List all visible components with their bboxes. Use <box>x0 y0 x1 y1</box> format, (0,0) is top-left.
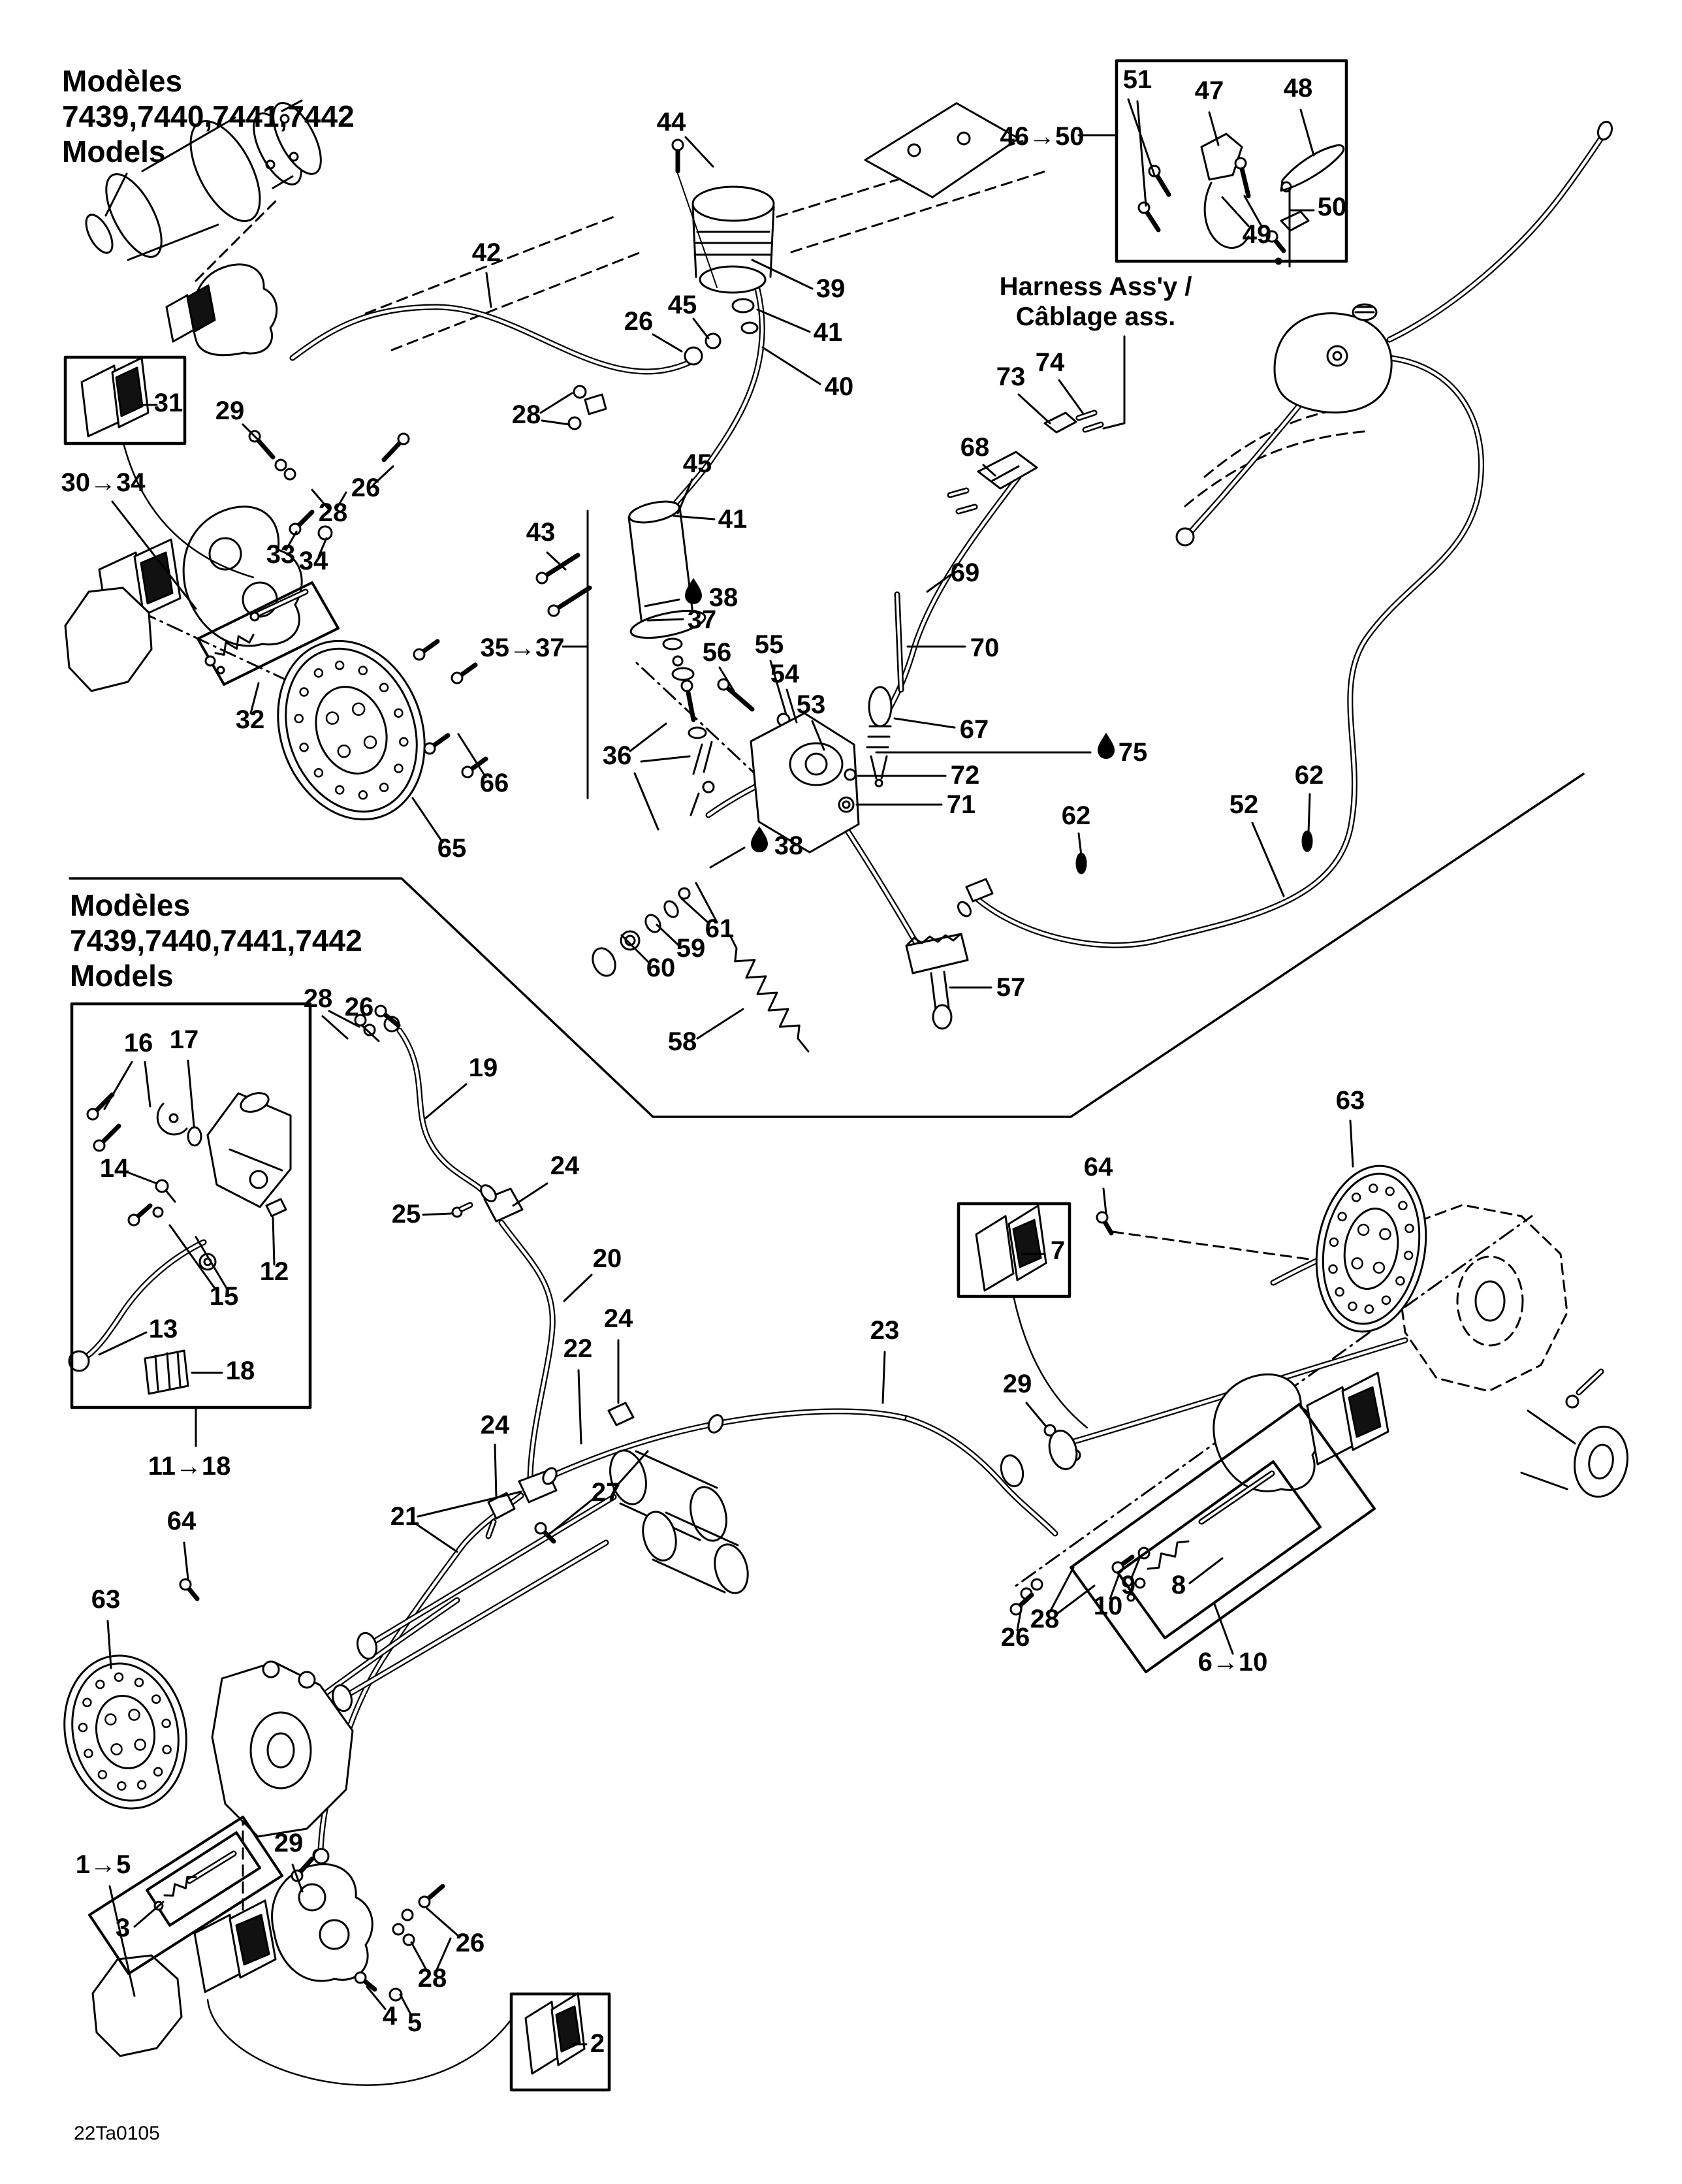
part-ellipse <box>693 187 774 221</box>
leader-line-24 <box>495 1445 496 1497</box>
callout-26: 26 <box>624 307 654 336</box>
hose-core <box>87 1242 204 1356</box>
part-ellipse <box>742 323 757 333</box>
part-ellipse <box>1476 1281 1504 1321</box>
part-ellipse <box>689 728 706 738</box>
part-circle <box>1566 1396 1578 1407</box>
leader-line-37 <box>648 619 683 620</box>
leader-line-52 <box>1252 823 1284 896</box>
callout-28: 28 <box>417 1964 447 1993</box>
callout-72: 72 <box>950 761 980 790</box>
part-ellipse <box>706 1413 725 1435</box>
bolt-shank <box>554 588 590 611</box>
callout-58: 58 <box>667 1027 697 1056</box>
part-line <box>693 745 702 774</box>
hose-core <box>1389 135 1604 340</box>
callout-45: 45 <box>667 291 697 319</box>
leader-line-64 <box>1103 1189 1106 1213</box>
callout-18: 18 <box>225 1357 255 1385</box>
part-ellipse <box>588 944 620 979</box>
bolt-head <box>682 681 692 691</box>
part-body <box>116 368 142 416</box>
callout-25: 25 <box>391 1200 421 1228</box>
leader-line-17 <box>188 1061 194 1126</box>
callout-28: 28 <box>318 498 348 527</box>
part-line <box>167 1191 175 1202</box>
diagram-title-bottom-line1: Modèles <box>70 888 191 922</box>
callout-26: 26 <box>351 474 381 502</box>
bolt-head <box>129 1215 139 1225</box>
part-body <box>1014 1298 1087 1428</box>
part-circle <box>574 386 586 398</box>
spring-part <box>735 948 799 1038</box>
hose-core <box>976 358 1482 945</box>
part-ellipse <box>188 1127 201 1146</box>
callout-60: 60 <box>646 954 676 982</box>
part-line <box>636 1451 717 1488</box>
part-circle <box>845 769 855 780</box>
part-circle <box>263 1662 279 1677</box>
callout-64: 64 <box>1083 1153 1113 1181</box>
callout-32: 32 <box>235 705 265 734</box>
callout-31: 31 <box>153 389 183 417</box>
callout-54: 54 <box>770 660 800 688</box>
callout-29: 29 <box>215 396 245 425</box>
rod-core <box>1579 1372 1601 1392</box>
hose-outline <box>885 477 1019 716</box>
leader-line-20 <box>564 1275 592 1301</box>
callout-13: 13 <box>148 1315 178 1343</box>
part-body <box>93 1955 182 2056</box>
part-circle <box>319 526 332 539</box>
leader-line-62 <box>1079 833 1081 856</box>
part-ellipse <box>933 1005 951 1029</box>
fluid-drop-icon <box>751 826 768 852</box>
bolt-head <box>537 573 547 583</box>
leader-line-51 <box>1137 101 1146 206</box>
callout-63: 63 <box>1335 1086 1365 1115</box>
leader-line-36 <box>641 756 690 762</box>
callout-27: 27 <box>591 1478 621 1507</box>
callout-23: 23 <box>870 1316 900 1345</box>
part-circle <box>153 1208 163 1217</box>
diagram-title-top-line3: Models <box>62 135 166 169</box>
callout-57: 57 <box>996 973 1026 1002</box>
callout-44: 44 <box>656 108 686 136</box>
bolt-head <box>180 1579 191 1590</box>
leader-line-64 <box>184 1543 188 1579</box>
fluid-drop-icon <box>1098 733 1115 759</box>
part-line <box>1521 1473 1567 1489</box>
callout-56: 56 <box>702 638 732 667</box>
leader-line-14 <box>129 1173 157 1183</box>
part-detail <box>1103 336 1124 428</box>
leader-line-28 <box>542 421 569 425</box>
callout-55: 55 <box>754 630 784 659</box>
callout-14: 14 <box>99 1154 129 1183</box>
part-circle <box>839 797 853 812</box>
hose-outline <box>1389 135 1604 340</box>
callout-69: 69 <box>950 558 980 587</box>
bolt-head <box>94 1140 104 1151</box>
leader-line-73 <box>1019 394 1050 423</box>
part-circle <box>156 1180 168 1192</box>
harness-assembly-label-line1: Harness Ass'y / <box>999 272 1192 301</box>
callout-47: 47 <box>1194 76 1224 105</box>
leader-line-24 <box>513 1183 547 1206</box>
leader-line-67 <box>895 718 955 728</box>
callout-24: 24 <box>480 1411 510 1439</box>
callout-11→18: 11→18 <box>148 1452 231 1481</box>
part-circle <box>276 460 286 470</box>
leader-line-44 <box>686 137 713 167</box>
callout-30→34: 30→34 <box>61 468 146 497</box>
callout-8: 8 <box>1171 1571 1186 1599</box>
part-body <box>609 1403 633 1425</box>
callout-46→50: 46→50 <box>1000 122 1085 151</box>
leader-line-41 <box>757 310 810 332</box>
callout-64: 64 <box>167 1507 197 1535</box>
callout-24: 24 <box>550 1151 580 1180</box>
callout-65: 65 <box>437 834 467 863</box>
part-body <box>1201 134 1242 180</box>
part-circle <box>703 782 714 792</box>
callout-75: 75 <box>1118 738 1148 767</box>
leader-line-28 <box>541 393 572 413</box>
leader-line-74 <box>1059 380 1083 413</box>
hose-core <box>1191 404 1301 532</box>
callout-17: 17 <box>169 1025 199 1054</box>
leader-line-40 <box>763 347 820 384</box>
callout-2: 2 <box>590 2029 605 2058</box>
callout-41: 41 <box>813 318 843 347</box>
callout-38: 38 <box>774 831 804 860</box>
part-body <box>272 1864 373 1981</box>
callout-7: 7 <box>1050 1236 1066 1265</box>
callout-68: 68 <box>960 433 990 462</box>
callout-15: 15 <box>209 1282 239 1311</box>
part-body <box>1275 313 1391 413</box>
leader-line-8 <box>1190 1558 1222 1583</box>
part-circle <box>1032 1579 1042 1590</box>
bolt-head <box>375 1006 386 1016</box>
callout-3: 3 <box>115 1914 131 1942</box>
part-ellipse <box>790 743 842 785</box>
callout-74: 74 <box>1035 348 1065 377</box>
hose-outline <box>908 1419 1055 1534</box>
callout-26: 26 <box>344 993 374 1021</box>
part-line <box>392 252 641 350</box>
part-line <box>1528 1411 1575 1443</box>
callout-24: 24 <box>603 1304 633 1333</box>
part-body <box>1185 431 1370 506</box>
part-body <box>966 879 992 901</box>
callout-35→37: 35→37 <box>480 634 565 662</box>
part-ellipse <box>663 639 682 649</box>
bolt-head <box>355 1972 366 1983</box>
callout-71: 71 <box>946 790 976 819</box>
part-circle <box>679 888 690 899</box>
callout-50: 50 <box>1317 193 1347 221</box>
part-ellipse <box>662 899 681 920</box>
callout-63: 63 <box>91 1585 121 1614</box>
diagram-title-bottom-line2: 7439,7440,7441,7442 <box>70 923 362 957</box>
part-circle <box>402 1910 413 1920</box>
callout-29: 29 <box>274 1829 304 1857</box>
part-ellipse <box>700 266 765 293</box>
callout-40: 40 <box>824 372 854 401</box>
callout-26: 26 <box>455 1929 485 1957</box>
callout-36: 36 <box>602 741 632 770</box>
leader-line-16 <box>104 1062 132 1109</box>
part-body <box>208 2000 511 2085</box>
bolt-head <box>673 140 683 150</box>
bolt-head <box>414 649 424 660</box>
part-circle <box>299 1672 315 1688</box>
leader-line-36 <box>635 773 658 829</box>
callout-62: 62 <box>1061 801 1091 830</box>
leader-line-36 <box>630 724 666 751</box>
rod-core <box>1201 1473 1272 1522</box>
part-ellipse <box>1303 831 1312 851</box>
part-ellipse <box>733 299 754 312</box>
leader-line-21 <box>417 1524 457 1552</box>
leader-line-19 <box>426 1084 466 1118</box>
part-body <box>1281 212 1309 231</box>
part-circle <box>621 931 639 950</box>
part-circle <box>685 347 702 364</box>
part-line <box>770 206 774 277</box>
bolt-head <box>1139 202 1149 213</box>
part-ellipse <box>673 668 693 680</box>
callout-29: 29 <box>1002 1370 1032 1398</box>
part-ellipse <box>1077 854 1086 873</box>
callout-52: 52 <box>1229 790 1259 819</box>
part-circle <box>1135 1579 1145 1588</box>
callout-6→10: 6→10 <box>1198 1648 1268 1677</box>
callout-1→5: 1→5 <box>75 1850 131 1879</box>
callout-61: 61 <box>705 914 735 943</box>
part-circle <box>314 1849 328 1863</box>
part-ellipse <box>869 687 891 726</box>
bolt-head <box>452 673 462 683</box>
part-ellipse <box>643 912 663 935</box>
bolt-head <box>419 1897 430 1907</box>
callout-5: 5 <box>407 2008 422 2037</box>
leader-line-16 <box>145 1062 150 1106</box>
hose-core <box>837 815 919 948</box>
diagram-title-top-line2: 7439,7440,7441,7442 <box>62 99 355 133</box>
leader-line-38 <box>710 848 744 867</box>
callout-73: 73 <box>996 362 1026 391</box>
callout-20: 20 <box>592 1244 622 1273</box>
leader-line-29 <box>1026 1403 1046 1426</box>
part-ellipse <box>251 1712 311 1788</box>
hose-core <box>342 1543 606 1698</box>
part-circle <box>251 613 259 620</box>
leader-line-51 <box>1128 99 1154 175</box>
bolt-head <box>424 743 435 754</box>
leader-line-26 <box>427 1908 460 1937</box>
leader-line-28 <box>1058 1586 1094 1613</box>
part-body <box>157 1104 187 1134</box>
leader-line-63 <box>1350 1121 1353 1166</box>
part-body <box>183 507 302 646</box>
bolt-head <box>548 605 559 616</box>
part-body <box>65 588 151 691</box>
callout-38: 38 <box>708 583 738 612</box>
hose-outline <box>976 358 1482 945</box>
part-line <box>691 794 699 815</box>
callout-43: 43 <box>526 518 556 547</box>
callout-39: 39 <box>816 274 846 303</box>
callout-28: 28 <box>1030 1605 1060 1633</box>
part-body <box>865 103 1019 197</box>
part-line <box>944 972 949 1008</box>
callout-42: 42 <box>471 238 501 267</box>
bolt-head <box>398 434 409 444</box>
callout-34: 34 <box>298 547 328 575</box>
part-circle <box>170 1114 178 1122</box>
callout-45: 45 <box>682 449 712 478</box>
harness-assembly-label-line2: Câblage ass. <box>1015 302 1176 331</box>
leader-line-25 <box>423 1213 452 1215</box>
part-body <box>585 394 606 414</box>
leader-line-27 <box>548 1497 595 1535</box>
leader-line-48 <box>1301 110 1314 155</box>
part-ellipse <box>1457 1257 1523 1345</box>
part-circle <box>673 656 682 666</box>
callout-37: 37 <box>687 605 717 634</box>
bolt-head <box>462 767 473 777</box>
leader-line-45 <box>693 319 708 338</box>
callout-59: 59 <box>676 934 706 963</box>
callout-41: 41 <box>718 505 748 534</box>
callout-4: 4 <box>382 2002 398 2031</box>
callout-12: 12 <box>259 1257 289 1286</box>
part-body <box>976 1216 1013 1291</box>
diagram-title-top-line1: Modèles <box>62 64 183 98</box>
part-body <box>266 1199 286 1216</box>
part-line <box>704 742 712 772</box>
part-line <box>931 973 936 1010</box>
bolt-head <box>87 1109 98 1119</box>
part-circle <box>1177 528 1194 545</box>
leader-line-58 <box>697 1009 743 1038</box>
document-code: 22Ta0105 <box>74 2123 160 2144</box>
callout-53: 53 <box>796 690 826 719</box>
callout-9: 9 <box>1120 1571 1136 1599</box>
part-circle <box>393 1924 404 1935</box>
bolt-head <box>535 1523 546 1534</box>
leader-line-42 <box>486 273 491 307</box>
part-circle <box>206 656 215 666</box>
callout-33: 33 <box>266 540 296 569</box>
callout-48: 48 <box>1283 74 1313 103</box>
callout-67: 67 <box>959 715 989 744</box>
callout-28: 28 <box>303 984 333 1013</box>
part-body <box>141 553 172 603</box>
callout-22: 22 <box>563 1334 593 1363</box>
callout-51: 51 <box>1122 65 1152 94</box>
part-ellipse <box>1569 1422 1633 1501</box>
diagram-title-bottom-line3: Models <box>70 959 174 993</box>
callout-66: 66 <box>479 769 509 797</box>
callout-19: 19 <box>468 1053 498 1082</box>
part-body <box>1214 1374 1319 1491</box>
part-line <box>637 663 769 787</box>
leader-line-62 <box>1309 794 1310 832</box>
part-circle <box>706 334 720 348</box>
bolt-shank <box>542 555 578 578</box>
callout-16: 16 <box>123 1029 153 1057</box>
part-circle <box>876 780 882 786</box>
callout-28: 28 <box>511 400 541 429</box>
leader-line-23 <box>883 1352 885 1403</box>
part-circle <box>217 667 224 673</box>
part-ellipse <box>956 900 974 919</box>
part-line <box>798 1038 808 1052</box>
leader-line-26 <box>653 334 682 351</box>
part-circle <box>285 469 295 479</box>
bolt-head <box>1235 158 1246 169</box>
callout-70: 70 <box>970 634 1000 662</box>
callout-26: 26 <box>1000 1623 1030 1652</box>
callout-49: 49 <box>1242 220 1272 249</box>
leader-line-22 <box>579 1370 581 1443</box>
part-circle <box>569 417 580 429</box>
leader-line-3 <box>135 1902 163 1927</box>
callout-10: 10 <box>1093 1592 1123 1620</box>
callout-21: 21 <box>390 1502 420 1531</box>
callout-62: 62 <box>1294 761 1324 790</box>
part-body <box>1205 406 1366 477</box>
